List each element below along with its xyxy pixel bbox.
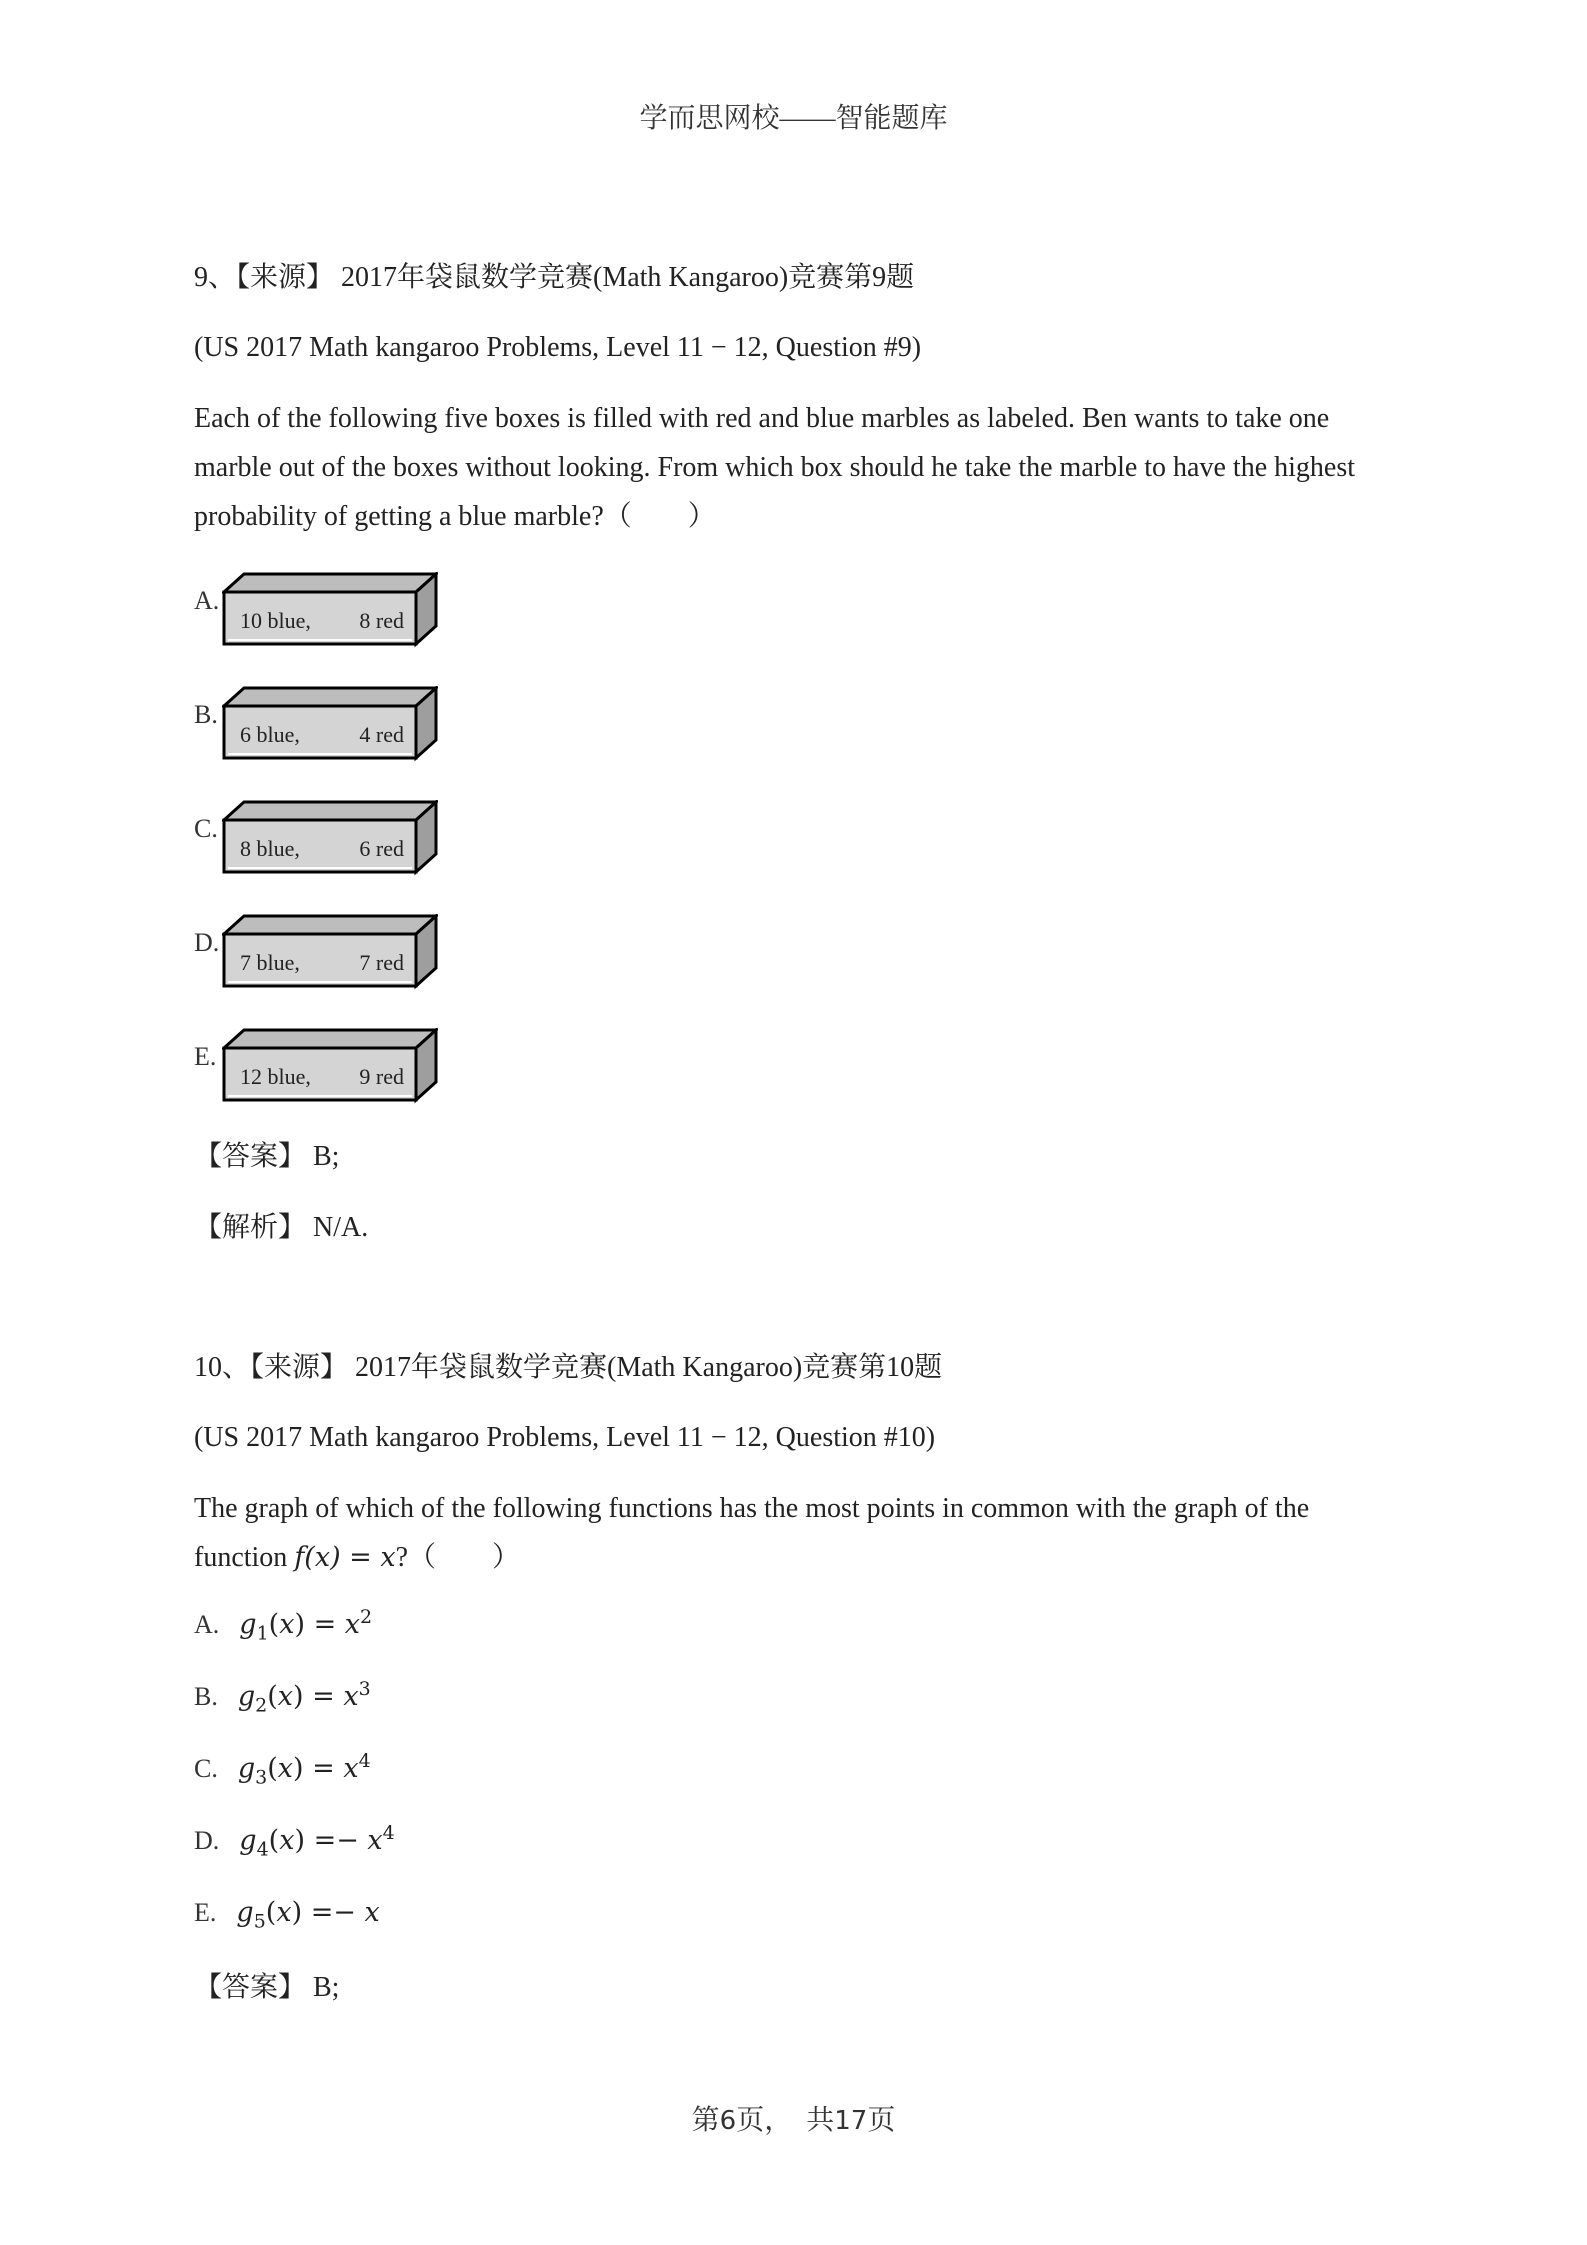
q10-answer: 【答案】 B;: [194, 1972, 340, 2003]
box-drawing: [222, 1028, 438, 1104]
function-arg: x: [277, 1681, 294, 1712]
q9-option-letter: A.: [194, 586, 220, 615]
marble-box-e: [222, 1028, 438, 1104]
box-blue-count: 8 blue,: [240, 836, 300, 861]
q10-stem-line-1: The graph of which of the following functions has the most points in common with the graph of the: [194, 1493, 1310, 1524]
function-arg-open: (: [267, 1681, 278, 1712]
function-rhs: =− x: [313, 1825, 383, 1856]
footer-suffix: 页: [867, 2105, 896, 2136]
q9-reference-line: (US 2017 Math kangaroo Problems, Level 11 − 12, Question #9): [194, 332, 922, 363]
q10-option-formula: [239, 1822, 395, 1861]
q10-option-letter: D.: [194, 1826, 220, 1855]
function-exponent: 3: [358, 1678, 371, 1700]
box-red-count: 9 red: [359, 1064, 404, 1089]
function-arg: x: [276, 1897, 292, 1928]
box-red-count: 7 red: [359, 950, 404, 975]
box-drawing: [222, 686, 438, 762]
marble-box-c: [222, 800, 438, 876]
q9-option-letter: B.: [194, 700, 218, 729]
function-arg-close: ): [294, 1825, 314, 1856]
box-top-face: [224, 1030, 436, 1048]
box-red-count: 6 red: [359, 836, 404, 861]
marble-box-d: [222, 914, 438, 990]
q10-option-e: [194, 1894, 380, 1932]
q10-stem-line-2-tail: ?（ ）: [395, 1542, 521, 1573]
footer-middle: 页， 共: [736, 2105, 835, 2136]
function-rhs: =− x: [310, 1897, 380, 1928]
box-blue-count: 7 blue,: [240, 950, 300, 975]
q9-stem-line-2: marble out of the boxes without looking. From which box should he take the marble to have the highest: [194, 452, 1356, 483]
function-exponent: 2: [360, 1606, 373, 1628]
q10-stem: [194, 1484, 1414, 1582]
q10-option-letter: C.: [194, 1754, 218, 1783]
footer-total-pages: 17: [834, 2106, 868, 2136]
q10-option-formula: [237, 1678, 371, 1717]
q9-option-letter: E.: [194, 1042, 217, 1071]
q10-option-letter: B.: [194, 1682, 218, 1711]
function-arg-close: ): [291, 1897, 311, 1928]
function-arg: x: [277, 1753, 294, 1784]
marble-box-a: [222, 572, 438, 648]
q10-option-formula: [237, 1750, 371, 1789]
q10-source-line: 10、【来源】 2017年袋鼠数学竞赛(Math Kangaroo)竞赛第10题: [194, 1352, 943, 1383]
box-top-face: [224, 916, 436, 934]
q10-option-letter: A.: [194, 1610, 220, 1639]
function-name: g: [239, 1825, 257, 1856]
box-drawing: [222, 914, 438, 990]
q9-stem-line-3: probability of getting a blue marble?（ ）: [194, 501, 716, 532]
function-name: g: [236, 1897, 254, 1928]
box-top-face: [224, 802, 436, 820]
function-arg: x: [279, 1825, 295, 1856]
q10-stem-line-2: [194, 1533, 1414, 1582]
box-red-count: 8 red: [359, 608, 404, 633]
page-header: 学而思网校——智能题库: [639, 103, 948, 134]
function-arg-open: (: [265, 1897, 277, 1928]
q10-option-c: [194, 1750, 371, 1788]
box-red-count: 4 red: [359, 722, 404, 747]
q10-reference-line: (US 2017 Math kangaroo Problems, Level 11 − 12, Question #10): [194, 1422, 936, 1453]
box-drawing: [222, 800, 438, 876]
function-name: g: [237, 1681, 256, 1712]
q10-option-d: [194, 1822, 395, 1860]
function-name: g: [237, 1753, 256, 1784]
function-arg: x: [279, 1609, 295, 1640]
q10-option-a: [194, 1606, 372, 1644]
q9-option-letter: D.: [194, 928, 220, 957]
box-blue-count: 12 blue,: [240, 1064, 311, 1089]
function-rhs: = x: [312, 1681, 359, 1712]
q9-answer: 【答案】 B;: [194, 1141, 340, 1172]
function-subscript: 4: [256, 1838, 269, 1861]
function-subscript: 1: [256, 1622, 269, 1645]
page-footer: [0, 2098, 1587, 2138]
function-subscript: 3: [255, 1766, 268, 1789]
function-arg-close: ): [293, 1681, 313, 1712]
function-arg-open: (: [267, 1753, 278, 1784]
q9-stem-line-1: Each of the following five boxes is filled with red and blue marbles as labeled. Ben wants to take one: [194, 403, 1330, 434]
box-blue-count: 10 blue,: [240, 608, 311, 633]
function-name: g: [239, 1609, 257, 1640]
function-rhs: = x: [312, 1753, 359, 1784]
q9-option-letter: C.: [194, 814, 218, 843]
function-rhs: = x: [313, 1609, 361, 1640]
function-subscript: 2: [255, 1694, 268, 1717]
q10-option-letter: E.: [194, 1898, 217, 1927]
q10-option-formula: [239, 1606, 373, 1645]
q10-stem-math: f(x) = x: [294, 1542, 396, 1573]
function-exponent: 4: [358, 1750, 371, 1772]
box-top-face: [224, 574, 436, 592]
footer-page-number: 6: [719, 2106, 737, 2136]
function-arg-close: ): [294, 1609, 314, 1640]
box-blue-count: 6 blue,: [240, 722, 300, 747]
function-subscript: 5: [253, 1910, 266, 1933]
function-arg-close: ): [293, 1753, 313, 1784]
footer-prefix: 第: [691, 2105, 720, 2136]
q9-analysis: 【解析】 N/A.: [194, 1212, 369, 1243]
q9-source-line: 9、【来源】 2017年袋鼠数学竞赛(Math Kangaroo)竞赛第9题: [194, 262, 915, 293]
q9-stem: [194, 394, 1414, 541]
q10-option-b: [194, 1678, 371, 1716]
q10-stem-line-2-text: function: [194, 1542, 295, 1573]
function-arg-open: (: [268, 1825, 280, 1856]
function-arg-open: (: [268, 1609, 280, 1640]
marble-box-b: [222, 686, 438, 762]
q10-option-formula: [236, 1897, 380, 1933]
function-exponent: 4: [382, 1822, 395, 1844]
box-top-face: [224, 688, 436, 706]
box-drawing: [222, 572, 438, 648]
